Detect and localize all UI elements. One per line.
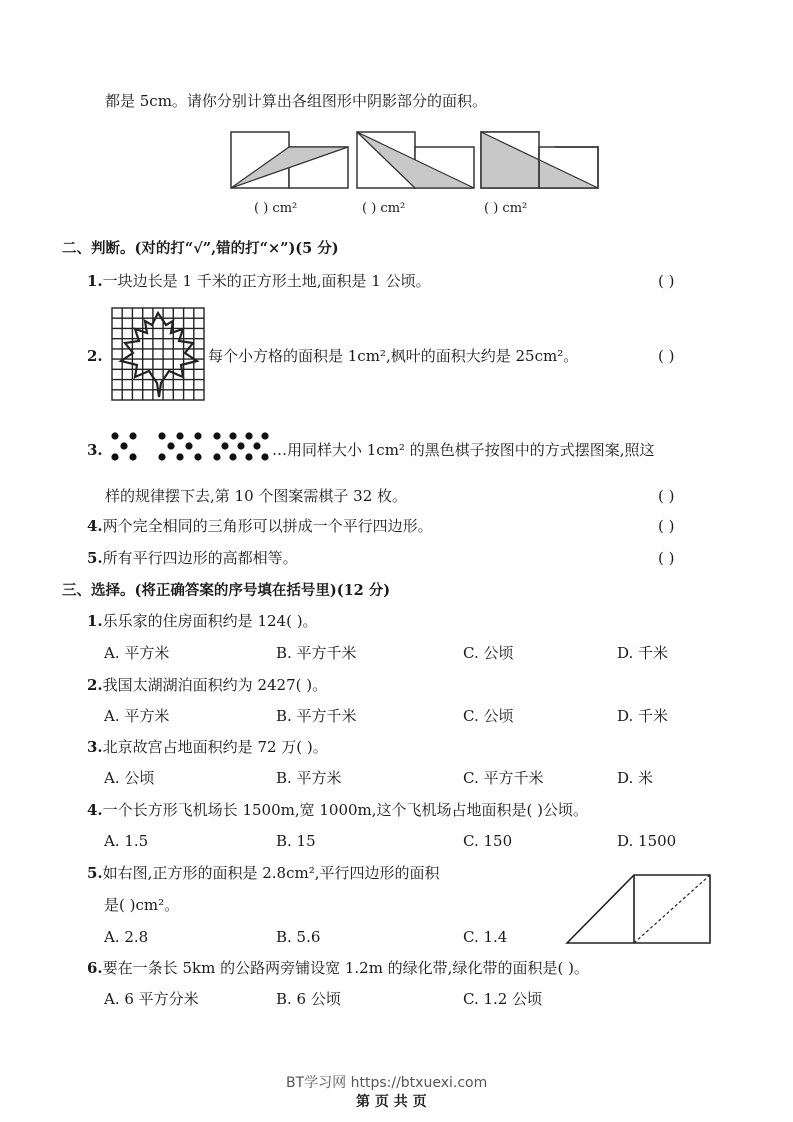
answer-blank[interactable]: ( ) — [658, 487, 675, 505]
answer-blank[interactable]: ( ) — [658, 517, 675, 535]
choice-question-2 — [87, 675, 327, 695]
chess-dot-pattern-3 — [213, 432, 271, 462]
option-b[interactable]: B. 平方千米 — [276, 707, 357, 725]
item-text: 两个完全相同的三角形可以拼成一个平行四边形。 — [102, 517, 433, 535]
question-text-continued: 是( )cm²。 — [104, 896, 180, 914]
option-c[interactable]: C. 150 — [463, 832, 513, 850]
answer-blank[interactable]: ( ) — [658, 549, 675, 567]
judge-item-1 — [87, 271, 431, 291]
option-d[interactable]: D. 1500 — [617, 832, 677, 850]
judge-item-4 — [87, 516, 433, 536]
option-c[interactable]: C. 公顷 — [463, 707, 514, 725]
parallelogram-square-figure — [566, 873, 712, 945]
question-number: 3. — [87, 738, 103, 756]
option-a[interactable]: A. 2.8 — [104, 928, 149, 946]
option-a[interactable]: A. 1.5 — [104, 832, 149, 850]
question-number: 1. — [87, 612, 103, 630]
shape-answer-2: ( ) cm² — [362, 201, 406, 216]
question-number: 2. — [87, 676, 103, 694]
option-b[interactable]: B. 5.6 — [276, 928, 321, 946]
option-c[interactable]: C. 公顷 — [463, 644, 514, 662]
item-text: 每个小方格的面积是 1cm²,枫叶的面积大约是 25cm²。 — [208, 347, 579, 365]
choice-question-3 — [87, 737, 328, 757]
question-number: 4. — [87, 801, 103, 819]
option-d[interactable]: D. 米 — [617, 769, 654, 787]
option-c[interactable]: C. 平方千米 — [463, 769, 544, 787]
question-text: 北京故宫占地面积约是 72 万( )。 — [102, 738, 328, 756]
figure-group-1 — [230, 131, 350, 191]
option-b[interactable]: B. 平方千米 — [276, 644, 357, 662]
option-b[interactable]: B. 6 公顷 — [276, 990, 341, 1008]
item-number: 2. — [87, 347, 103, 365]
choice-question-1 — [87, 611, 318, 631]
question-text: 一个长方形飞机场长 1500m,宽 1000m,这个飞机场占地面积是( )公顷。 — [102, 801, 589, 819]
item-text: 一块边长是 1 千米的正方形土地,面积是 1 公顷。 — [102, 272, 431, 290]
item-number: 1. — [87, 272, 103, 290]
item-number: 5. — [87, 549, 103, 567]
item-text: …用同样大小 1cm² 的黑色棋子按图中的方式摆图案,照这 — [272, 441, 655, 459]
item-text: 所有平行四边形的高都相等。 — [102, 549, 298, 567]
choice-question-6 — [87, 958, 589, 978]
question-text: 要在一条长 5km 的公路两旁铺设宽 1.2m 的绿化带,绿化带的面积是( )。 — [102, 959, 589, 977]
judge-item-5 — [87, 548, 298, 568]
section2-title: 二、判断。(对的打“√”,错的打“×”)(5 分) — [62, 240, 339, 257]
page-number: 第 页 共 页 — [356, 1094, 427, 1110]
question-number: 5. — [87, 864, 103, 882]
option-d[interactable]: D. 千米 — [617, 644, 669, 662]
question-text: 我国太湖湖泊面积约为 2427( )。 — [102, 676, 328, 694]
intro-line: 都是 5cm。请你分别计算出各组图形中阴影部分的面积。 — [105, 92, 487, 110]
chess-dot-pattern-1 — [111, 432, 137, 462]
figure-group-2 — [356, 131, 476, 191]
item-number: 3. — [87, 441, 103, 459]
option-b[interactable]: B. 平方米 — [276, 769, 342, 787]
item-number: 4. — [87, 517, 103, 535]
chess-dot-pattern-2 — [158, 432, 202, 462]
question-text: 如右图,正方形的面积是 2.8cm²,平行四边形的面积 — [102, 864, 440, 882]
option-c[interactable]: C. 1.4 — [463, 928, 508, 946]
item-text-continued: 样的规律摆下去,第 10 个图案需棋子 32 枚。 — [105, 487, 408, 505]
choice-question-5 — [87, 863, 439, 883]
option-a[interactable]: A. 平方米 — [104, 644, 170, 662]
option-b[interactable]: B. 15 — [276, 832, 316, 850]
answer-blank[interactable]: ( ) — [658, 347, 675, 365]
option-a[interactable]: A. 公顷 — [104, 769, 155, 787]
shape-answer-3: ( ) cm² — [484, 201, 528, 216]
choice-question-4 — [87, 800, 588, 820]
option-a[interactable]: A. 6 平方分米 — [104, 990, 199, 1008]
maple-leaf-grid — [111, 307, 205, 401]
option-c[interactable]: C. 1.2 公顷 — [463, 990, 543, 1008]
option-a[interactable]: A. 平方米 — [104, 707, 170, 725]
footer-site[interactable]: BT学习网 https://btxuexi.com — [286, 1075, 488, 1091]
section3-title: 三、选择。(将正确答案的序号填在括号里)(12 分) — [62, 582, 391, 599]
answer-blank[interactable]: ( ) — [658, 272, 675, 290]
figure-group-3 — [480, 131, 600, 191]
shape-answer-1: ( ) cm² — [254, 201, 298, 216]
question-number: 6. — [87, 959, 103, 977]
question-text: 乐乐家的住房面积约是 124( )。 — [102, 612, 318, 630]
option-d[interactable]: D. 千米 — [617, 707, 669, 725]
